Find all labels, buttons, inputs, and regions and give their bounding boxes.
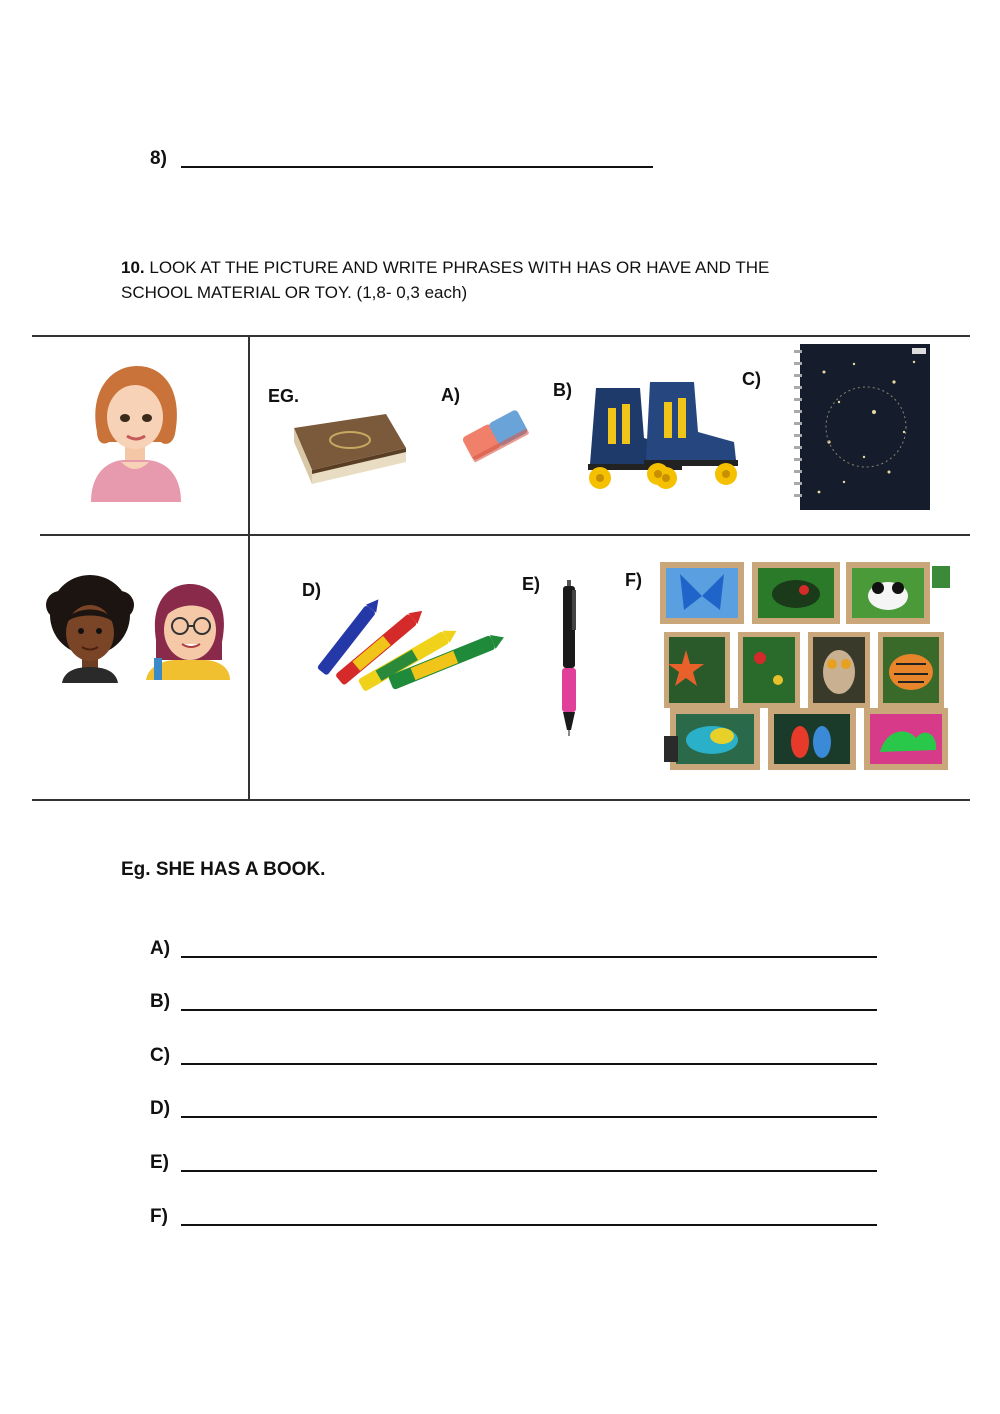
table-middle-border [40,534,970,536]
answer-e-label: E) [150,1152,169,1173]
question-line-1: LOOK AT THE PICTURE AND WRITE PHRASES WITH HAS OR HAVE AND THE [149,258,770,277]
table-bottom-border [32,799,970,801]
example-sentence: Eg. SHE HAS A BOOK. [121,859,326,880]
item-d-label: D) [302,580,321,600]
answer-b-line[interactable] [181,1009,877,1011]
answer-f-line[interactable] [181,1224,877,1226]
answer-a-line[interactable] [181,956,877,958]
puzzles-icon [656,560,952,774]
answer-c-label: C) [150,1045,171,1066]
crayons-icon [314,600,508,688]
item-a-label: A) [441,385,460,405]
answer-8-label: 8) [150,148,167,169]
item-e-label: E) [522,574,540,594]
boy-avatar-icon [46,575,134,683]
answer-c-line[interactable] [181,1063,877,1065]
girl-avatar-icon [85,362,185,502]
item-eg-label: EG. [268,386,300,406]
answer-f-label: F) [150,1206,168,1227]
roller-skates-icon [582,378,744,492]
item-f-label: F) [625,570,642,590]
book-icon [290,408,408,486]
answer-b-label: B) [150,991,171,1012]
answer-e-line[interactable] [181,1170,877,1172]
question-line-2: SCHOOL MATERIAL OR TOY. (1,8- 0,3 each) [121,283,468,302]
pen-icon [558,580,580,736]
eraser-icon [458,404,532,466]
item-b-label: B) [553,380,572,400]
item-c-label: C) [742,369,761,389]
question-number: 10. [121,258,145,277]
girl-glasses-avatar-icon [146,580,230,680]
table-column-divider [248,336,250,800]
answer-a-label: A) [150,938,171,959]
table-top-border [32,335,970,337]
notebook-icon [794,342,932,512]
answer-d-label: D) [150,1098,171,1119]
answer-d-line[interactable] [181,1116,877,1118]
answer-8-line[interactable] [181,166,653,168]
question-10-instructions [121,255,921,305]
